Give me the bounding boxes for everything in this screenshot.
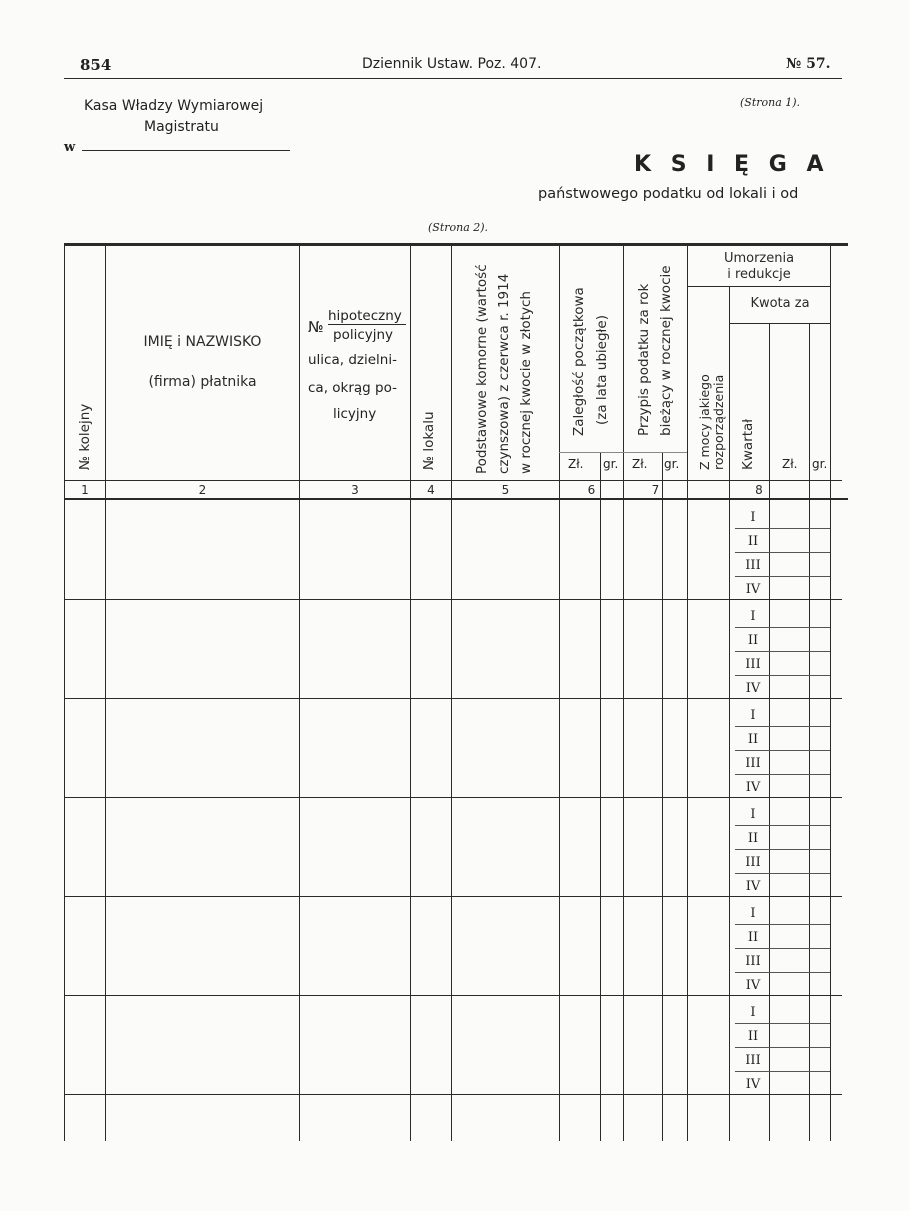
document-subtitle: państwowego podatku od lokali i od — [538, 186, 799, 202]
quarter-label: IV — [745, 879, 761, 894]
col-3-header-no: № — [308, 318, 324, 336]
quarter-label: III — [745, 657, 761, 672]
col-6-header-line1: Zaległość początkowa — [571, 287, 587, 436]
col-sep-4 — [451, 246, 452, 1141]
col-6-gr: gr. — [603, 457, 619, 471]
quarter-line — [735, 849, 830, 850]
umorzenia-rule — [687, 286, 830, 287]
col-4-header: № lokalu — [421, 411, 437, 470]
col-3-header-ulica: ulica, dzielni- — [308, 352, 397, 368]
row-separator — [64, 1094, 842, 1095]
quarter-label: II — [747, 1029, 759, 1044]
quarter-label: II — [747, 633, 759, 648]
col-number-6: 6 — [587, 483, 596, 497]
col-6-header-line2: (za lata ubiegłe) — [594, 315, 610, 425]
quarter-line — [735, 1071, 830, 1072]
col-1-header: № kolejny — [77, 403, 93, 470]
quarter-label: III — [745, 558, 761, 573]
col-sep-5 — [559, 246, 560, 1141]
document-title: K S I Ę G A — [634, 152, 830, 177]
col-6-zl: Zł. — [568, 457, 584, 471]
quarter-line — [735, 627, 830, 628]
col-8-gr: gr. — [812, 457, 828, 471]
col-8-mocy-line1: Z mocy jakiego — [697, 374, 712, 470]
quarter-label: I — [750, 807, 756, 822]
col-2-header-name: IMIĘ i NAZWISKO — [143, 334, 262, 350]
col-sep-0 — [64, 246, 65, 1141]
col-2-header-firm: (firma) płatnika — [148, 374, 257, 390]
col-8-header-title1: Umorzenia — [723, 251, 795, 266]
col-5-header-line2: czynszowa) z czerwca r. 1914 — [496, 273, 512, 474]
page-number: 854 — [80, 56, 112, 74]
table-top-rule — [64, 243, 848, 246]
zl-gr-rule-6 — [559, 452, 687, 453]
strona-1-label: (Strona 1). — [740, 96, 801, 109]
col-7-zl: Zł. — [632, 457, 648, 471]
quarter-label: IV — [745, 1077, 761, 1092]
col-number-2: 2 — [198, 483, 207, 497]
quarter-line — [735, 873, 830, 874]
col-3-header-hipoteczny: hipoteczny — [328, 308, 402, 324]
issue-number: № 57. — [786, 56, 831, 72]
office-line-1: Kasa Władzy Wymiarowej — [84, 98, 264, 114]
col-8-kwartal-header: Kwartał — [740, 418, 756, 470]
office-line-2: Magistratu — [144, 119, 219, 135]
row-separator — [64, 698, 842, 699]
col-number-8: 8 — [755, 483, 763, 497]
quarter-label: I — [750, 510, 756, 525]
quarter-line — [735, 972, 830, 973]
col-5-header-line3: w rocznej kwocie w złotych — [518, 291, 534, 474]
col-number-5: 5 — [501, 483, 510, 497]
row-separator — [64, 599, 842, 600]
office-fill-line — [82, 150, 290, 151]
quarter-line — [735, 528, 830, 529]
quarter-label: IV — [745, 681, 761, 696]
col-sep-6 — [623, 246, 624, 1141]
col-8-kwota-header: Kwota za — [750, 296, 810, 311]
quarter-label: I — [750, 906, 756, 921]
col-3-header-licyjny: licyjny — [333, 406, 377, 422]
quarter-label: III — [745, 954, 761, 969]
row-separator — [64, 995, 842, 996]
col-sep-7 — [687, 246, 688, 1141]
quarter-line — [735, 1047, 830, 1048]
quarter-line — [735, 576, 830, 577]
quarter-label: I — [750, 708, 756, 723]
quarter-line — [735, 948, 830, 949]
col-7-header-line1: Przypis podatku za rok — [636, 283, 652, 436]
quarter-line — [735, 552, 830, 553]
header-rule — [64, 78, 842, 79]
col-7-header-line2: bieżący w rocznej kwocie — [658, 265, 674, 436]
col-number-7: 7 — [651, 483, 660, 497]
col-number-3: 3 — [351, 483, 359, 497]
quarter-label: II — [747, 732, 759, 747]
quarter-line — [735, 924, 830, 925]
row-separator — [64, 797, 842, 798]
quarter-label: IV — [745, 582, 761, 597]
quarter-label: III — [745, 756, 761, 771]
office-w-prefix: w — [64, 140, 76, 155]
header-bottom-rule — [64, 480, 842, 481]
quarter-line — [735, 1023, 830, 1024]
quarter-label: II — [747, 534, 759, 549]
col-8-header-title2: i redukcje — [727, 267, 791, 282]
quarter-label: I — [750, 609, 756, 624]
quarter-line — [735, 726, 830, 727]
quarter-label: III — [745, 1053, 761, 1068]
quarter-label: II — [747, 930, 759, 945]
col-sep-11 — [830, 246, 831, 1141]
quarter-line — [735, 774, 830, 775]
quarter-line — [735, 651, 830, 652]
col-sep-10 — [809, 323, 810, 1141]
row-separator — [64, 896, 842, 897]
col-8-zl: Zł. — [782, 457, 798, 471]
quarter-label: IV — [745, 978, 761, 993]
col-8-mocy-line2: rozporządzenia — [711, 374, 726, 470]
quarter-line — [735, 675, 830, 676]
col-3-header-policyjny: policyjny — [333, 327, 394, 343]
col-5-header-line1: Podstawowe komorne (wartość — [474, 264, 490, 474]
col-number-4: 4 — [427, 483, 435, 497]
col-number-1: 1 — [81, 483, 89, 497]
col-sep-3 — [410, 246, 411, 1141]
col-3-fraction-line — [328, 324, 406, 325]
numbers-bottom-rule — [64, 498, 848, 500]
kwota-rule — [729, 323, 830, 324]
col-sep-2 — [299, 246, 300, 1141]
col-7-gr: gr. — [664, 457, 680, 471]
quarter-label: III — [745, 855, 761, 870]
quarter-label: IV — [745, 780, 761, 795]
quarter-line — [735, 750, 830, 751]
strona-2-label: (Strona 2). — [428, 221, 489, 234]
journal-title: Dziennik Ustaw. Poz. 407. — [362, 56, 542, 72]
quarter-label: I — [750, 1005, 756, 1020]
quarter-line — [735, 825, 830, 826]
quarter-label: II — [747, 831, 759, 846]
col-3-header-okrag: ca, okrąg po- — [308, 380, 397, 396]
